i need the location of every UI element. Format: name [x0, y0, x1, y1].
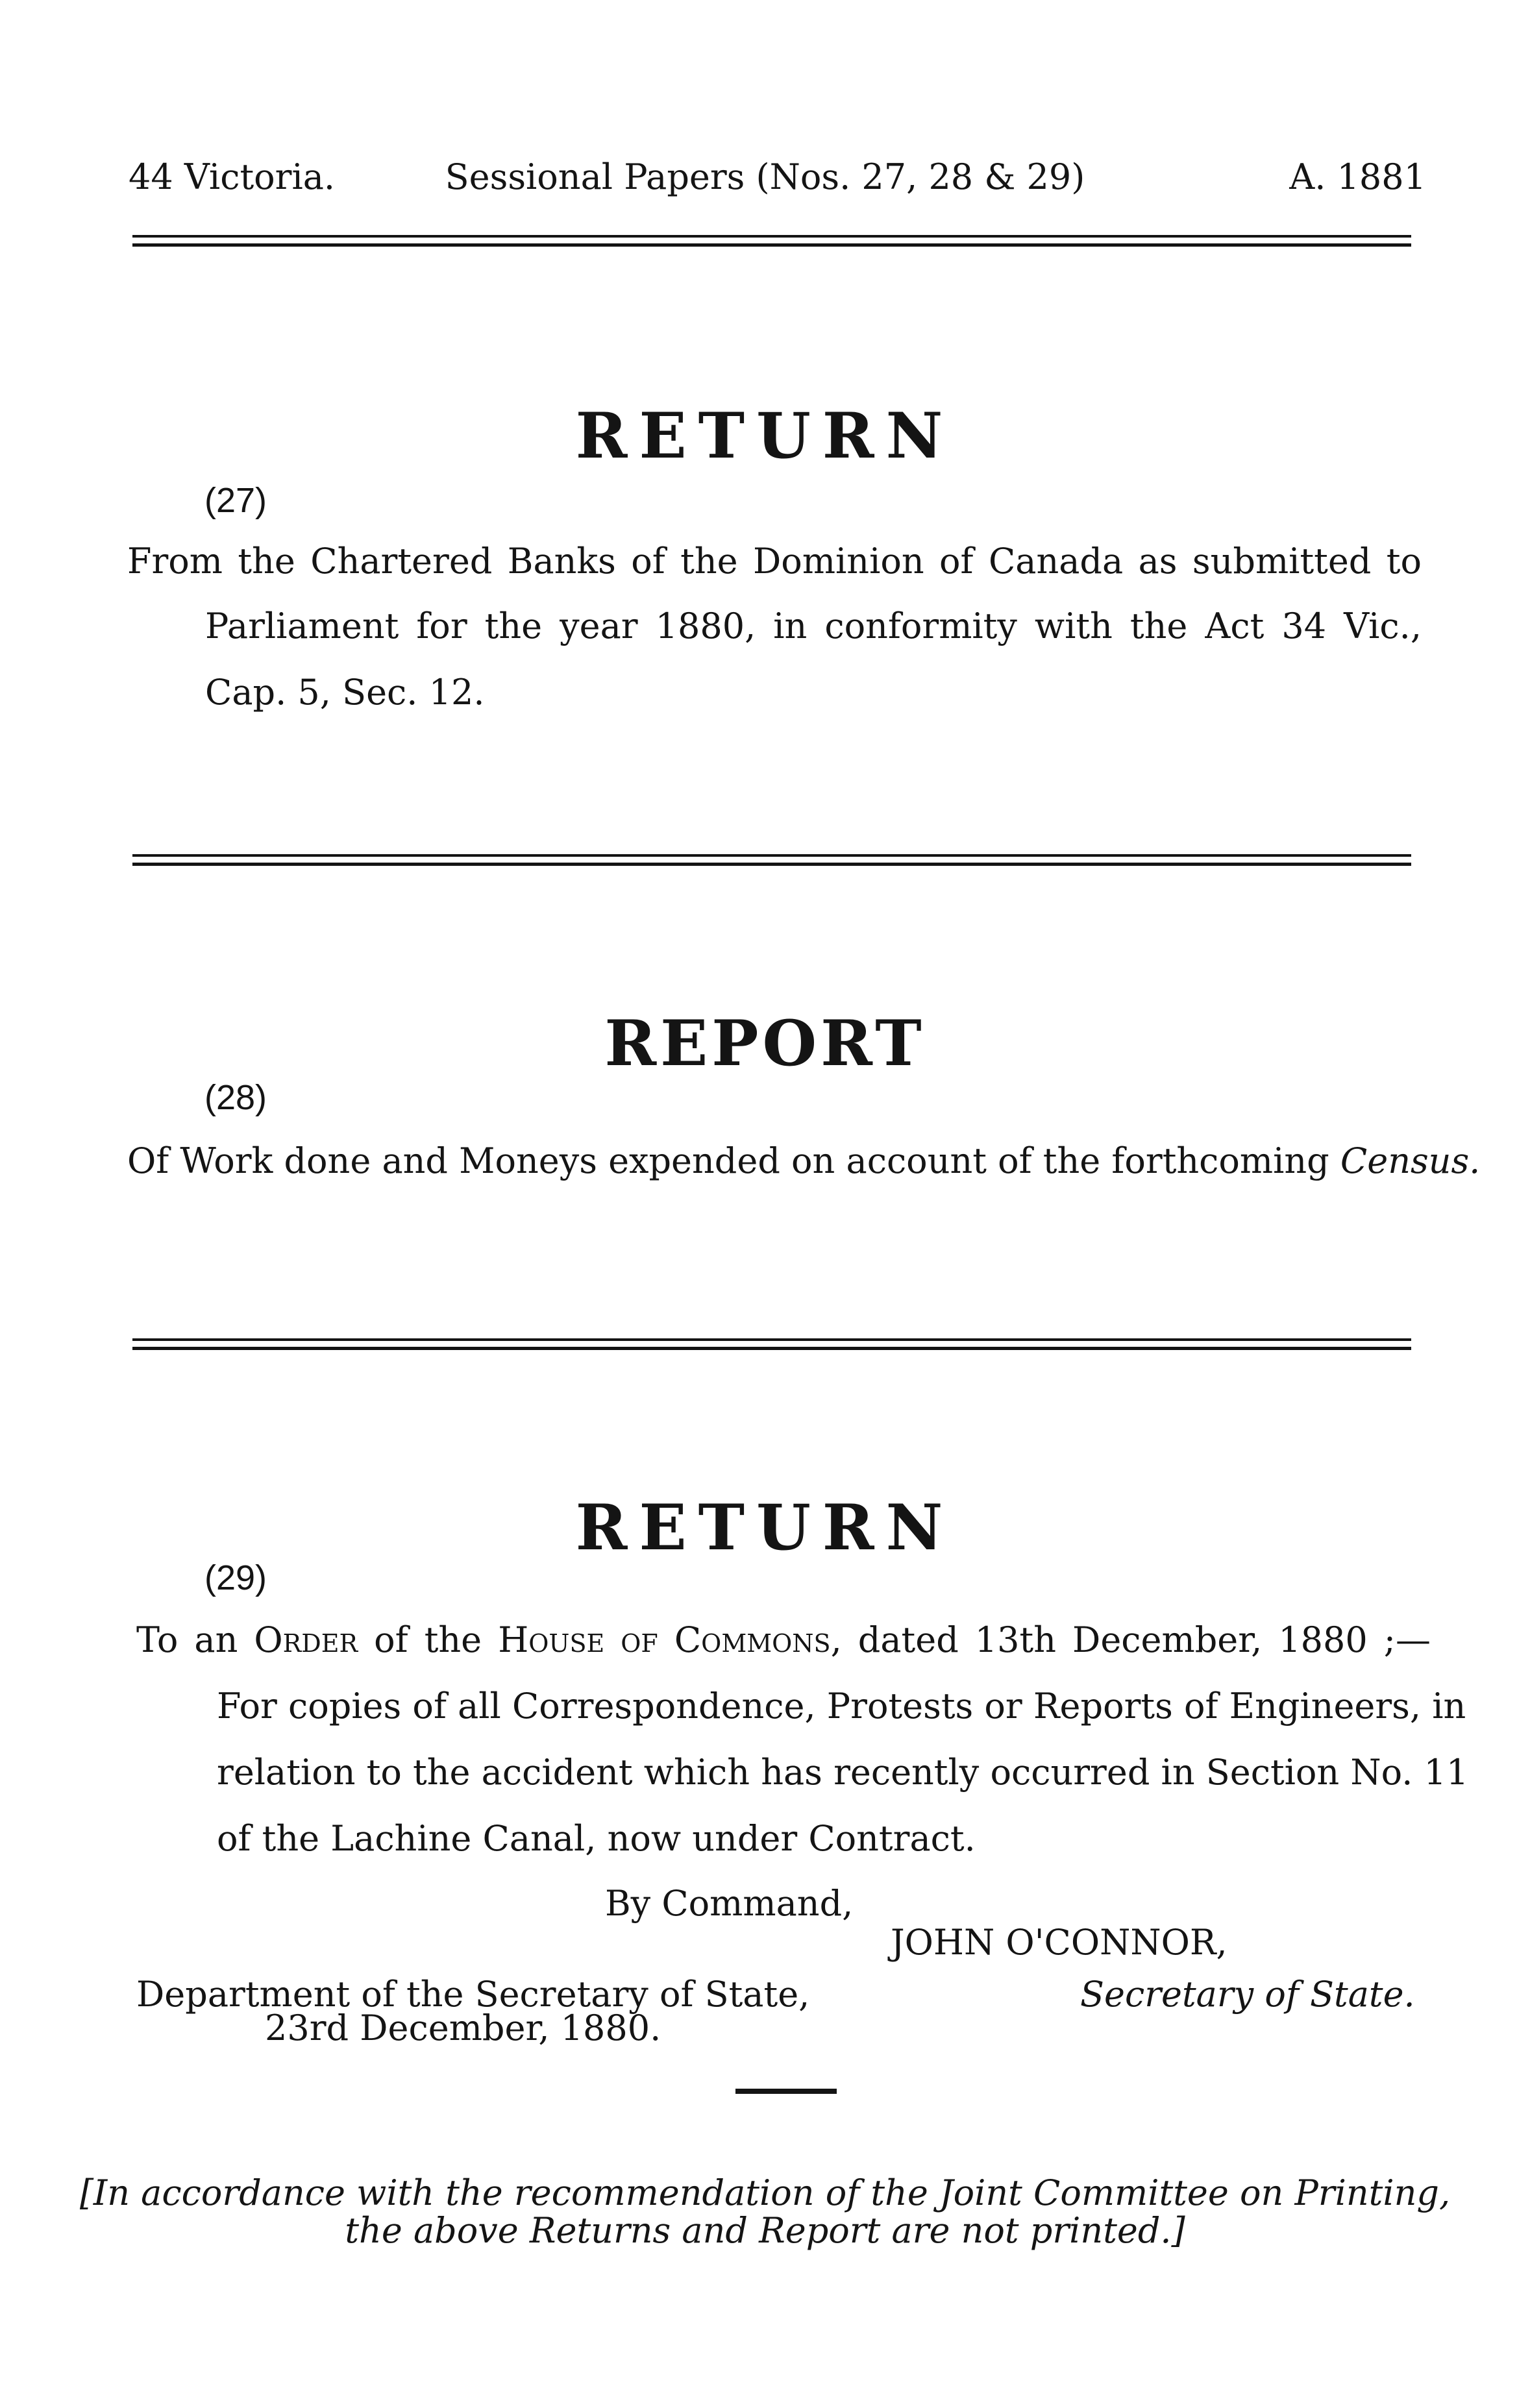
section-28-line	[127, 1140, 1481, 1181]
section-28-heading: REPORT	[604, 1007, 926, 1080]
department-line: Department of the Secretary of State,	[136, 1974, 810, 2015]
section-28-text: Of Work done and Moneys expended on account of the forthcoming	[127, 1140, 1329, 1181]
section-27-heading: RETURN	[575, 399, 955, 473]
section-28-census: Census.	[1340, 1140, 1481, 1181]
section-28-number: (28)	[204, 1078, 267, 1117]
footnote-line-1: [In accordance with the recommendation of the Joint Committee on Printing,	[79, 2172, 1451, 2213]
section-29-line-1: For copies of all Correspondence, Protests or Reports of Engineers, in	[217, 1686, 1466, 1726]
section-27-line-3: Cap. 5, Sec. 12.	[205, 672, 485, 713]
section-27-line-1: From the Chartered Banks of the Dominion of Canada as submitted to	[127, 541, 1422, 582]
section-29-order-line	[136, 1619, 1431, 1660]
section-27-line-2: Parliament for the year 1880, in conformity with the Act 34 Vic.,	[205, 606, 1422, 646]
section-29-heading: RETURN	[575, 1491, 955, 1564]
section-29-number: (29)	[204, 1558, 267, 1597]
header-volume: 44 Victoria.	[129, 156, 336, 197]
order-to-an: To an	[136, 1619, 238, 1660]
order-word: Order	[254, 1619, 358, 1660]
order-house-of: House of	[498, 1619, 658, 1660]
header-title: Sessional Papers (Nos. 27, 28 & 29)	[445, 156, 1085, 197]
closing-rule	[735, 2089, 837, 2094]
date-line: 23rd December, 1880.	[265, 2008, 661, 2048]
order-of-the: of the	[374, 1619, 482, 1660]
section-27-number: (27)	[204, 481, 267, 520]
by-command: By Command,	[605, 1883, 854, 1924]
order-commons: Commons,	[674, 1619, 842, 1660]
order-rest: dated 13th December, 1880 ;—	[858, 1619, 1431, 1660]
section-29-line-3: of the Lachine Canal, now under Contract.	[217, 1818, 976, 1859]
section-29-line-2: relation to the accident which has recently occurred in Section No. 11	[217, 1752, 1469, 1793]
signatory-title: Secretary of State.	[1080, 1974, 1415, 2015]
header-year: A. 1881	[1289, 156, 1426, 197]
footnote-line-2: the above Returns and Report are not printed.]	[345, 2210, 1185, 2251]
signatory-name: JOHN O'CONNOR,	[891, 1922, 1228, 1963]
